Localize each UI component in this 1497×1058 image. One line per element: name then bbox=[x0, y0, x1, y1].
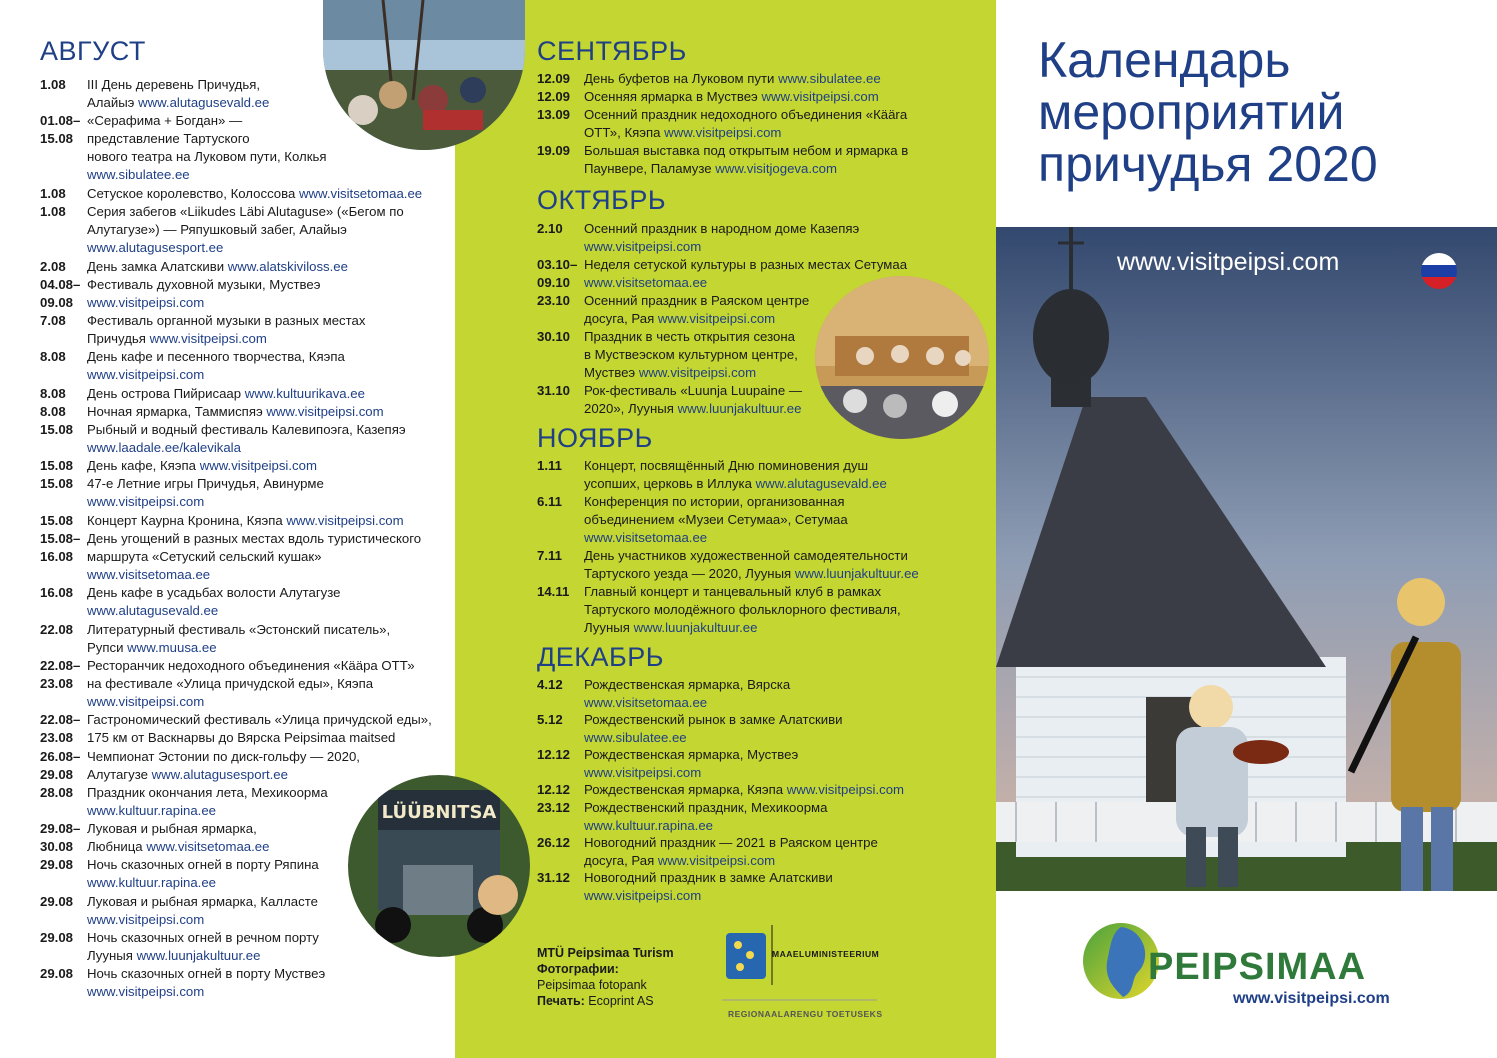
event-link[interactable]: www.visitpeipsi.com bbox=[149, 330, 267, 346]
month-october: ОКТЯБРЬ bbox=[537, 185, 667, 215]
event-link[interactable]: www.visitpeipsi.com bbox=[664, 125, 782, 140]
event-text bbox=[87, 348, 487, 384]
event-text bbox=[87, 203, 487, 257]
event-date: 29.08 bbox=[40, 857, 74, 873]
event-date: 03.10– 09.10 bbox=[537, 257, 578, 290]
event-link[interactable]: www.visitpeipsi.com bbox=[657, 852, 776, 868]
credits-print: Печать: Ecoprint AS bbox=[537, 994, 654, 1008]
event-line: Гастрономический фестиваль «Улица причудской еды», bbox=[87, 712, 432, 728]
event-date: 23.10 bbox=[537, 293, 571, 308]
event-link[interactable]: www.sibulatee.ee bbox=[87, 167, 190, 183]
event-text bbox=[87, 965, 487, 1001]
event-text bbox=[87, 584, 487, 620]
event-date: 1.08 bbox=[40, 77, 66, 92]
event-date: 12.12 bbox=[537, 747, 571, 762]
event-date: 15.08 bbox=[40, 512, 74, 528]
autumn-winter-column bbox=[490, 0, 996, 1058]
event-text bbox=[87, 457, 487, 475]
event-text bbox=[87, 475, 487, 511]
event-text bbox=[87, 312, 487, 348]
event-line: Любница www.visitsetomaa.ee bbox=[87, 839, 270, 855]
event-link[interactable]: www.alutagusesport.ee bbox=[151, 766, 288, 782]
event-link[interactable]: www.luunjakultuur.ee bbox=[633, 620, 758, 635]
event-line bbox=[87, 493, 487, 511]
event-line bbox=[584, 529, 984, 547]
event-text bbox=[87, 403, 487, 421]
event-link[interactable]: www.visitpeipsi.com bbox=[584, 765, 702, 780]
event-link[interactable]: www.sibulatee.ee bbox=[778, 71, 881, 86]
event-link[interactable]: www.visitpeipsi.com bbox=[638, 365, 757, 380]
event-line: 47-е Летние игры Причудья, Авинурме bbox=[87, 476, 324, 492]
event-link[interactable]: www.visitpeipsi.com bbox=[786, 782, 905, 797]
event-date: 15.08– 16.08 bbox=[40, 530, 81, 564]
event-text bbox=[584, 711, 984, 747]
event-line: День острова Пийрисаар www.kultuurikava.ee bbox=[87, 385, 365, 401]
event-line: Паунвере, Паламузе www.visitjogeva.com bbox=[584, 161, 837, 176]
event-line: Тартуского молодёжного фольклорного фестиваля, bbox=[584, 602, 901, 617]
event-line: III День деревень Причудья, bbox=[87, 77, 261, 92]
event-line: Большая выставка под открытым небом и ярмарка в bbox=[584, 143, 909, 158]
event-text bbox=[584, 88, 984, 106]
event-text bbox=[584, 781, 984, 799]
event-line bbox=[87, 366, 487, 384]
event-date: 8.08 bbox=[40, 403, 66, 419]
event-date: 14.11 bbox=[537, 584, 570, 599]
event-line: на фестивале «Улица причудской еды», Кяэпа bbox=[87, 675, 374, 691]
event-line bbox=[87, 166, 487, 184]
event-link[interactable]: www.alatskiviloss.ee bbox=[227, 258, 348, 274]
event-link[interactable]: www.visitpeipsi.com bbox=[87, 367, 205, 383]
event-date: 31.12 bbox=[537, 869, 571, 885]
event-text bbox=[87, 621, 487, 657]
event-line: Концерт, посвящённый Дню поминовения душ bbox=[584, 458, 869, 473]
credits-photo-label: Фотографии: bbox=[537, 962, 619, 976]
event-date: 12.09 bbox=[537, 71, 571, 86]
russian-flag-icon bbox=[1421, 253, 1457, 289]
event-date: 30.10 bbox=[537, 329, 571, 344]
event-line: ОТТ», Кяэпа www.visitpeipsi.com bbox=[584, 125, 782, 140]
event-line bbox=[87, 566, 487, 584]
event-link[interactable]: www.visitpeipsi.com bbox=[266, 403, 384, 419]
event-text bbox=[584, 869, 984, 905]
event-link[interactable]: www.visitpeipsi.com bbox=[657, 311, 776, 326]
event-line: Осенний праздник в Раяском центре bbox=[584, 293, 810, 308]
event-date: 29.08 bbox=[40, 966, 74, 982]
event-line bbox=[584, 729, 984, 747]
event-line: День кафе и песенного творчества, Кяэпа bbox=[87, 349, 345, 365]
event-text bbox=[584, 220, 984, 256]
event-line: маршрута «Сетуский сельский кушак» bbox=[87, 548, 322, 564]
event-line: Осенний праздник в народном доме Казепяэ bbox=[584, 221, 860, 236]
event-date: 22.08– 23.08 bbox=[40, 712, 81, 746]
event-date: 29.08– 30.08 bbox=[40, 821, 81, 855]
credits-photo-value: Peipsimaa fotopank bbox=[537, 978, 647, 992]
event-date: 12.09 bbox=[537, 89, 571, 104]
event-link[interactable]: www.visitpeipsi.com bbox=[87, 494, 205, 510]
event-date: 01.08– 15.08 bbox=[40, 113, 81, 147]
event-date: 29.08 bbox=[40, 930, 74, 946]
event-date: 2.10 bbox=[537, 221, 563, 236]
event-date: 8.08 bbox=[40, 349, 66, 365]
event-line bbox=[584, 887, 984, 905]
event-date: 13.09 bbox=[537, 107, 571, 122]
logo-wordmark: PEIPSIMAA bbox=[1148, 946, 1367, 988]
event-link[interactable]: www.kultuur.rapina.ee bbox=[87, 875, 217, 891]
event-line: Тартуского уезда — 2020, Лууныя www.luunjakultuur.ee bbox=[584, 566, 919, 581]
event-link[interactable]: www.visitpeipsi.com bbox=[286, 512, 404, 528]
event-text bbox=[87, 421, 487, 457]
event-line: Осенняя ярмарка в Муствеэ www.visitpeipsi.com bbox=[584, 89, 879, 104]
event-date: 19.09 bbox=[537, 143, 571, 158]
event-date: 1.11 bbox=[537, 458, 562, 473]
event-date: 1.08 bbox=[40, 185, 66, 201]
event-line: Праздник в честь открытия сезона bbox=[584, 329, 795, 344]
event-line: усопших, церковь в Иллука www.alutagusevald.ee bbox=[584, 476, 887, 491]
event-line: Алутагузе www.alutagusesport.ee bbox=[87, 766, 288, 782]
event-date: 15.08 bbox=[40, 458, 74, 474]
event-line: День замка Алатскиви www.alatskiviloss.ee bbox=[87, 258, 348, 274]
event-date: 15.08 bbox=[40, 476, 74, 492]
event-line: Неделя сетуской культуры в разных местах Сетумаа bbox=[584, 257, 908, 272]
site-url[interactable]: www.visitpeipsi.com bbox=[1117, 248, 1340, 276]
event-date: 26.08– 29.08 bbox=[40, 748, 81, 782]
event-link[interactable]: www.visitsetomaa.ee bbox=[87, 566, 211, 582]
event-link[interactable]: www.visitpeipsi.com bbox=[87, 984, 205, 1000]
event-line: Рождественская ярмарка, Кяэпа www.visitpeipsi.com bbox=[584, 782, 905, 797]
event-line: Фестиваль духовной музыки, Муствеэ bbox=[87, 276, 321, 292]
event-text bbox=[584, 142, 984, 178]
title-line-3: причудья 2020 bbox=[1038, 136, 1378, 192]
event-link[interactable]: www.visitpeipsi.com bbox=[761, 89, 879, 104]
event-link[interactable]: www.alutagusevald.ee bbox=[87, 603, 219, 619]
event-line: Ресторанчик недоходного объединения «Кääра ОТТ» bbox=[87, 657, 415, 673]
event-line: 175 км от Васкнарвы до Вярска Peipsimaa maitsed bbox=[87, 730, 396, 746]
event-line: Праздник окончания лета, Мехикоорма bbox=[87, 784, 328, 800]
event-link[interactable]: www.visitsetomaa.ee bbox=[584, 275, 708, 290]
event-line: 2020», Лууныя www.luunjakultuur.ee bbox=[584, 401, 802, 416]
event-line bbox=[584, 764, 984, 782]
event-line: Рождественская ярмарка, Муствеэ bbox=[584, 747, 799, 762]
event-text bbox=[584, 547, 984, 583]
event-link[interactable]: www.visitsetomaa.ee bbox=[299, 185, 423, 201]
event-line: «Серафима + Богдан» — bbox=[87, 113, 243, 129]
event-line: День буфетов на Луковом пути www.sibulatee.ee bbox=[584, 71, 881, 86]
event-text bbox=[584, 834, 984, 870]
event-date: 28.08 bbox=[40, 784, 74, 800]
event-line: Литературный фестиваль «Эстонский писатель», bbox=[87, 621, 391, 637]
event-date: 29.08 bbox=[40, 893, 74, 909]
month-august: АВГУСТ bbox=[40, 36, 146, 66]
event-text bbox=[87, 512, 487, 530]
event-date: 22.08– 23.08 bbox=[40, 657, 81, 691]
event-date: 2.08 bbox=[40, 258, 66, 274]
event-line: досуга, Рая www.visitpeipsi.com bbox=[584, 311, 776, 326]
event-text bbox=[87, 530, 487, 584]
church-photo bbox=[996, 227, 1497, 891]
event-line: Лууныя www.luunjakultuur.ee bbox=[87, 948, 261, 964]
event-line: Рождественский рынок в замке Алатскиви bbox=[584, 712, 843, 727]
event-line: Чемпионат Эстонии по диск-гольфу — 2020, bbox=[87, 748, 360, 764]
event-line: День угощений в разных местах вдоль туристического bbox=[87, 530, 422, 546]
event-link[interactable]: www.visitsetomaa.ee bbox=[584, 695, 708, 710]
event-text bbox=[584, 746, 984, 782]
month-december: ДЕКАБРЬ bbox=[537, 642, 664, 672]
event-text bbox=[87, 657, 487, 711]
event-text bbox=[87, 385, 487, 403]
event-line bbox=[87, 439, 487, 457]
event-line: Сетуское королевство, Колоссова www.visitsetomaa.ee bbox=[87, 185, 423, 201]
event-line: Алайыэ www.alutagusevald.ee bbox=[87, 95, 270, 110]
event-date: 04.08– 09.08 bbox=[40, 276, 81, 310]
event-line: представление Тартуского bbox=[87, 131, 250, 147]
event-link[interactable]: www.luunjakultuur.ee bbox=[677, 401, 802, 416]
event-date: 7.08 bbox=[40, 312, 66, 328]
event-link[interactable]: www.kultuurikava.ee bbox=[244, 385, 365, 401]
event-link[interactable]: www.visitpeipsi.com bbox=[584, 239, 702, 254]
event-date: 4.12 bbox=[537, 677, 563, 692]
event-line: Рок-фестиваль «Luunja Luupaine — bbox=[584, 383, 803, 398]
truck-photo bbox=[348, 775, 530, 957]
event-link[interactable]: www.visitpeipsi.com bbox=[199, 458, 317, 474]
event-link[interactable]: www.alutagusevald.ee bbox=[138, 95, 270, 110]
event-line: Муствеэ www.visitpeipsi.com bbox=[584, 365, 757, 380]
event-line: Ночь сказочных огней в порту Муствеэ bbox=[87, 966, 326, 982]
event-line: Ночная ярмарка, Таммиспяэ www.visitpeipsi.com bbox=[87, 403, 384, 419]
ministry-name: MAAELUMINISTEERIUM bbox=[772, 949, 880, 959]
event-line: Новогодний праздник в замке Алатскиви bbox=[584, 869, 833, 885]
event-line: Серия забегов «Liikudes Läbi Alutaguse» («Бегом по bbox=[87, 204, 404, 220]
event-line: Фестиваль органной музыки в разных местах bbox=[87, 312, 366, 328]
event-line: Новогодний праздник — 2021 в Раяском центре bbox=[584, 834, 878, 850]
event-date: 8.08 bbox=[40, 385, 66, 401]
concert-photo bbox=[815, 276, 989, 439]
event-text bbox=[584, 493, 984, 547]
event-line: Рупси www.muusa.ee bbox=[87, 639, 217, 655]
event-link[interactable]: www.visitpeipsi.com bbox=[87, 693, 205, 709]
credits-org: MTÜ Peipsimaa Turism bbox=[537, 946, 674, 960]
event-line bbox=[584, 238, 984, 256]
event-link[interactable]: www.visitpeipsi.com bbox=[87, 911, 205, 927]
event-link[interactable]: www.muusa.ee bbox=[127, 639, 217, 655]
event-link[interactable]: www.kultuur.rapina.ee bbox=[87, 802, 217, 818]
event-line: Причудья www.visitpeipsi.com bbox=[87, 330, 267, 346]
event-link[interactable]: www.visitpeipsi.com bbox=[584, 887, 702, 903]
event-text bbox=[87, 258, 487, 276]
event-line: нового театра на Луковом пути, Колкья bbox=[87, 149, 327, 165]
event-link[interactable]: www.kultuur.rapina.ee bbox=[584, 817, 714, 833]
event-link[interactable]: www.laadale.ee/kalevikala bbox=[87, 439, 241, 455]
month-november: НОЯБРЬ bbox=[537, 423, 653, 453]
event-link[interactable]: www.luunjakultuur.ee bbox=[136, 948, 261, 964]
event-date: 7.11 bbox=[537, 548, 562, 563]
event-date: 31.10 bbox=[537, 383, 571, 398]
event-text bbox=[584, 799, 984, 835]
calendar-title bbox=[1038, 34, 1478, 190]
event-link[interactable]: www.visitsetomaa.ee bbox=[146, 839, 270, 855]
ministry-subtitle: REGIONAALARENGU TOETUSEKS bbox=[728, 1009, 883, 1019]
event-line: Главный концерт и танцевальный клуб в рамках bbox=[584, 584, 882, 599]
event-link[interactable]: www.alutagusevald.ee bbox=[755, 476, 887, 491]
event-line: Рождественская ярмарка, Вярска bbox=[584, 677, 791, 692]
event-line: Ночь сказочных огней в порту Ряпина bbox=[87, 857, 319, 873]
event-date: 12.12 bbox=[537, 782, 571, 797]
title-line-2: мероприятий bbox=[1038, 84, 1345, 140]
event-link[interactable]: www.visitsetomaa.ee bbox=[584, 530, 708, 545]
event-date: 5.12 bbox=[537, 712, 563, 727]
event-line bbox=[87, 239, 487, 257]
truck-sign: LÜÜBNITSA bbox=[381, 802, 497, 823]
event-line: День участников художественной самодеятельности bbox=[584, 548, 908, 563]
event-date: 26.12 bbox=[537, 834, 571, 850]
event-line bbox=[584, 694, 984, 712]
event-line bbox=[87, 294, 487, 312]
event-date: 1.08 bbox=[40, 204, 66, 220]
event-line: объединением «Музеи Сетумаа», Сетумаа bbox=[584, 512, 848, 527]
month-september: СЕНТЯБРЬ bbox=[537, 36, 687, 66]
event-link[interactable]: www.alutagusesport.ee bbox=[87, 240, 224, 256]
event-text bbox=[87, 185, 487, 203]
event-line bbox=[87, 602, 487, 620]
event-date: 6.11 bbox=[537, 494, 562, 509]
logo-url[interactable]: www.visitpeipsi.com bbox=[1233, 990, 1390, 1007]
event-text bbox=[87, 276, 487, 312]
event-line: Рыбный и водный фестиваль Калевипоэга, Казепяэ bbox=[87, 421, 406, 437]
event-line bbox=[87, 983, 487, 1001]
event-date: 23.12 bbox=[537, 799, 571, 815]
event-line: День кафе, Кяэпа www.visitpeipsi.com bbox=[87, 458, 317, 474]
event-link[interactable]: www.visitjogeva.com bbox=[715, 161, 837, 176]
event-line: Рождественский праздник, Мехикоорма bbox=[584, 799, 828, 815]
title-line-1: Календарь bbox=[1038, 32, 1291, 88]
event-line: Конференция по истории, организованная bbox=[584, 494, 845, 509]
event-line: в Муствеэском культурном центре, bbox=[584, 347, 798, 362]
event-line: Луковая и рыбная ярмарка, bbox=[87, 821, 257, 837]
event-text bbox=[87, 711, 487, 747]
event-line: Ночь сказочных огней в речном порту bbox=[87, 930, 319, 946]
event-text bbox=[584, 457, 984, 493]
event-link[interactable]: www.sibulatee.ee bbox=[584, 730, 687, 745]
event-text bbox=[584, 106, 984, 142]
event-line: Луковая и рыбная ярмарка, Калласте bbox=[87, 893, 318, 909]
event-text bbox=[584, 70, 984, 88]
event-line bbox=[584, 817, 984, 835]
event-line: Лууныя www.luunjakultuur.ee bbox=[584, 620, 758, 635]
event-line: Осенний праздник недоходного объединения «Кäära bbox=[584, 107, 908, 122]
event-date: 16.08 bbox=[40, 585, 74, 601]
event-text bbox=[584, 583, 984, 637]
event-date: 22.08 bbox=[40, 621, 74, 637]
event-link[interactable]: www.luunjakultuur.ee bbox=[794, 566, 919, 581]
event-line: Алутагузе») — Ряпушковый забег, Алайыэ bbox=[87, 222, 347, 238]
event-text bbox=[584, 676, 984, 712]
event-link[interactable]: www.visitpeipsi.com bbox=[87, 294, 205, 310]
event-line: Концерт Каурна Кронина, Кяэпа www.visitpeipsi.com bbox=[87, 512, 404, 528]
event-line: День кафе в усадьбах волости Алутагузе bbox=[87, 585, 341, 601]
event-line bbox=[87, 693, 487, 711]
event-line: досуга, Рая www.visitpeipsi.com bbox=[584, 852, 776, 868]
event-date: 15.08 bbox=[40, 421, 74, 437]
